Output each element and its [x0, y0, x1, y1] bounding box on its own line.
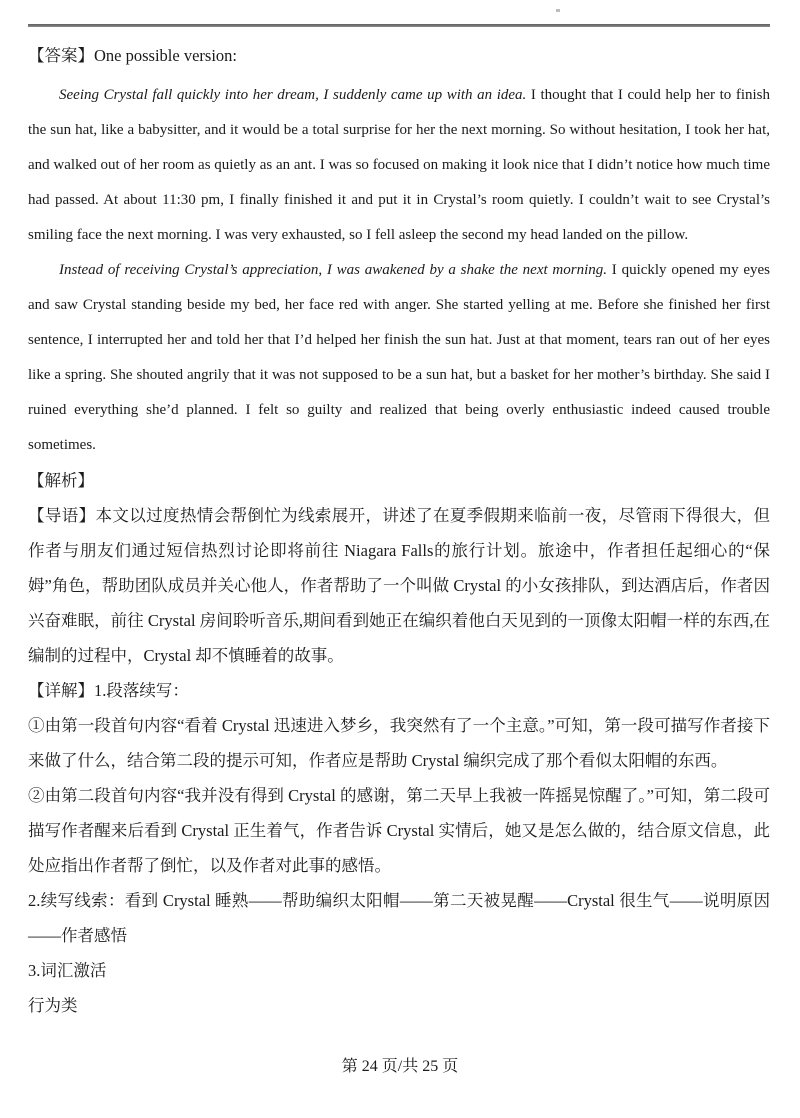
vocab-line	[28, 953, 770, 988]
paragraph-2-lead-sentence: Instead of receiving Crystal’s appreciation, I was awakened by a shake the next morning.	[59, 262, 608, 278]
detail-point-1-text: ①由第一段首句内容“看着 Crystal 迅速进入梦乡，我突然有了一个主意。”可知，第一段可描写作者接下来做了什么，结合第二段的提示可知，作者应是帮助 Crystal 编织完成了那个看似太阳帽的东西。	[28, 716, 770, 770]
category-line	[28, 988, 770, 1023]
analysis-label: 【解析】	[28, 471, 94, 490]
guide-text: 本文以过度热情会帮倒忙为线索展开，讲述了在夏季假期来临前一夜，尽管雨下得很大，但作者与朋友们通过短信热烈讨论即将前往 Niagara Falls的旅行计划。旅途中，作者担任起细心的“保姆”角色，帮助团队成员并关心他人，作者帮助了一个叫做 Crystal 的小女孩排队，到达酒店后，作者因兴奋难眠，前往 Crystal 房间聆听音乐,期间看到她正在编织着他白天见到的一顶像太阳帽一样的东西,在编制的过程中，Crystal 却不慎睡着的故事。	[28, 506, 771, 665]
guide-paragraph	[28, 498, 770, 673]
english-paragraph-2	[28, 253, 770, 463]
detail-point-2	[28, 778, 770, 883]
clue-line-text: 2.续写线索：看到 Crystal 睡熟——帮助编织太阳帽——第二天被晃醒——Crystal 很生气——说明原因——作者感悟	[28, 891, 770, 945]
english-paragraph-1	[28, 78, 770, 253]
detail-heading-text: 1.段落续写：	[94, 681, 189, 700]
answer-heading	[28, 38, 770, 73]
paragraph-1-lead-sentence: Seeing Crystal fall quickly into her dream, I suddenly came up with an idea.	[59, 87, 527, 103]
paragraph-1-body: I thought that I could help her to finish the sun hat, like a babysitter, and it would be a total surprise for her the next morning. So without hesitation, I took her hat, and walked out of her room as quietly as an ant. I was so focused on making it look nice that I didn’t notice how much time had passed. At about 11:30 pm, I finally finished it and put it in Crystal’s room quietly. I couldn’t wait to see Crystal’s smiling face the next morning. I was very exhausted, so I fell asleep the second my head landed on the pillow.	[28, 87, 770, 243]
header-divider-line	[28, 24, 770, 27]
detail-label: 【详解】	[28, 681, 94, 700]
paragraph-2-body: I quickly opened my eyes and saw Crystal standing beside my bed, her face red with anger. She started yelling at me. Before she finished her first sentence, I interrupted her and told her that I’d helped her finish the sun hat. Just at that moment, tears ran out of her eyes like a spring. She shouted angrily that it was not supposed to be a sun hat, but a basket for her mother’s birthday. She said I ruined everything she’d planned. I felt so guilty and realized that being overly enthusiastic indeed caused trouble sometimes.	[28, 262, 771, 453]
vocab-line-text: 3.词汇激活	[28, 961, 107, 980]
detail-point-2-text: ②由第二段首句内容“我并没有得到 Crystal 的感谢，第二天早上我被一阵摇晃惊醒了。”可知，第二段可描写作者醒来后看到 Crystal 正生着气，作者告诉 Crystal 实情后，她又是怎么做的，结合原文信息，此处应指出作者帮了倒忙，以及作者对此事的感悟。	[28, 786, 770, 875]
answer-label: 【答案】	[28, 46, 94, 65]
clue-line	[28, 883, 770, 953]
page-number-footer: 第 24 页/共 25 页	[341, 1058, 459, 1075]
detail-point-1	[28, 708, 770, 778]
answer-intro-text: One possible version:	[94, 46, 237, 65]
detail-heading-line	[28, 673, 770, 708]
category-line-text: 行为类	[28, 996, 78, 1015]
analysis-heading	[28, 463, 770, 498]
guide-label: 【导语】	[28, 506, 96, 525]
